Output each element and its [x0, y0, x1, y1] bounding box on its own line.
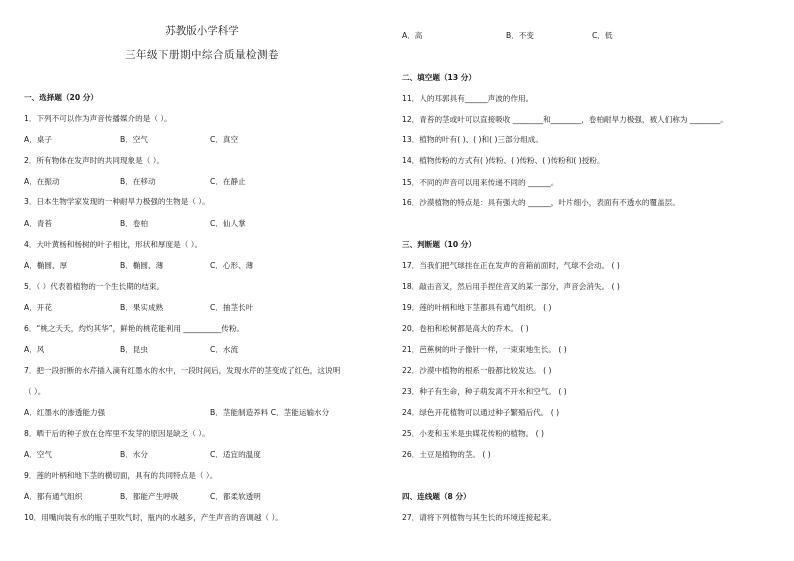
question-1: 1．下列不可以作为声音传播媒介的是（ ）。: [24, 114, 172, 123]
section-2-heading: 二、填空题（13 分）: [402, 73, 476, 82]
fill-item-13: 13．植物的叶有( )、( )和( )三部分组成。: [402, 135, 543, 144]
exam-title: 苏教版小学科学: [165, 25, 239, 37]
question-3: 3．日本生物学家发现的一种耐旱力极强的生物是（ ）。: [24, 197, 210, 206]
option-a: A．开花: [24, 303, 52, 312]
question-5: 5．（ ）代表着植物的一个生长期的结束。: [24, 282, 165, 291]
option-a: A．都有通气组织: [24, 492, 83, 501]
judge-item-19: 19．莲的叶柄和地下茎都具有通气组织。 ( ): [402, 303, 552, 312]
option-b: B．昆虫: [120, 345, 148, 354]
question-4: 4．大叶黄杨和杨树的叶子相比，形状和厚度是（ ）。: [24, 240, 203, 249]
option-b: B．水分: [120, 450, 148, 459]
question-6: 6．“桃之夭夭，灼灼其华”，鲜艳的桃花能利用 __________传粉。: [24, 324, 245, 333]
judge-item-26: 26．土豆是植物的茎。 ( ): [402, 450, 491, 459]
option-a: A．高: [402, 31, 423, 40]
option-c: C．真空: [210, 135, 239, 144]
option-c: C．低: [592, 31, 613, 40]
option-b: B．空气: [120, 135, 148, 144]
judge-item-20: 20．卷柏和松树都是高大的乔木。 ( ): [402, 324, 529, 333]
option-a: A．桌子: [24, 135, 52, 144]
section-3-heading: 三、判断题（10 分）: [402, 240, 476, 249]
option-c: C．在静止: [210, 177, 246, 186]
option-b-c: B．茎能制造养料 C．茎能运输水分: [210, 408, 330, 417]
option-b: B．卷柏: [120, 219, 148, 228]
fill-item-15: 15．不同的声音可以用来传递不同的 ______。: [402, 178, 559, 187]
option-c: C．都柔软透明: [210, 492, 261, 501]
option-b: B．在移动: [120, 177, 156, 186]
option-c: C．水流: [210, 345, 239, 354]
fill-item-11: 11．人的耳郭具有______声波的作用。: [402, 94, 534, 103]
judge-item-21: 21．芭蕉树的叶子像针一样，一束束地生长。 ( ): [402, 345, 567, 354]
option-a: A．在振动: [24, 177, 60, 186]
match-item-27: 27．请将下列植物与其生长的环境连接起来。: [402, 513, 556, 522]
section-4-heading: 四、连线题（8 分）: [402, 492, 471, 501]
option-a: A．青苔: [24, 219, 52, 228]
question-8: 8．晒干后的种子放在仓库里不发芽的原因是缺乏（ ）。: [24, 429, 210, 438]
option-a: A．红墨水的渗透能力强: [24, 408, 106, 417]
question-2: 2．所有物体在发声时的共同现象是（ ）。: [24, 156, 165, 165]
option-b: B．不变: [506, 31, 534, 40]
question-9: 9．莲的叶柄和地下茎的横切面，具有的共同特点是（ ）。: [24, 471, 218, 480]
question-10: 10．用嘴向装有水的瓶子里吹气时，瓶内的水越多，产生声音的音调越（ ）。: [24, 513, 283, 522]
option-c: C．心形、薄: [210, 261, 254, 270]
exam-subtitle: 三年级下册期中综合质量检测卷: [125, 49, 279, 61]
option-c: C．抽茎长叶: [210, 303, 254, 312]
option-c: C．仙人掌: [210, 219, 246, 228]
option-a: A．空气: [24, 450, 52, 459]
fill-item-14: 14．植物传粉的方式有( )传粉、( )传粉、( )传粉和( )授粉。: [402, 156, 605, 165]
option-c: C．适宜的温度: [210, 450, 261, 459]
section-1-heading: 一、选择题（20 分）: [24, 93, 98, 102]
option-a: A．椭圆、厚: [24, 261, 68, 270]
judge-item-24: 24．绿色开花植物可以通过种子繁殖后代。 ( ): [402, 408, 560, 417]
option-b: B．都能产生呼吸: [120, 492, 179, 501]
option-a: A．风: [24, 345, 45, 354]
option-b: B．椭圆、薄: [120, 261, 164, 270]
judge-item-23: 23．种子有生命，种子萌发离不开水和空气。 ( ): [402, 387, 567, 396]
option-b: B．果实成熟: [120, 303, 164, 312]
fill-item-16: 16．沙漠植物的特点是：具有强大的 ______，叶片细小，表面有不透水的覆盖层。: [402, 198, 680, 207]
judge-item-25: 25．小麦和玉米是虫媒花传粉的植物。 ( ): [402, 429, 544, 438]
question-7-continuation: （ ）。: [24, 387, 46, 396]
fill-item-12: 12．青苔的茎或叶可以直接吸收 ________和________，卷柏耐旱力极强，被人们称为 ________。: [402, 115, 728, 124]
judge-item-17: 17．当我们把气球挂在正在发声的音箱前面时，气球不会动。 ( ): [402, 261, 620, 270]
judge-item-18: 18．敲击音叉，然后用手捏住音叉的某一部分，声音会消失。 ( ): [402, 282, 620, 291]
judge-item-22: 22．沙漠中植物的根系一般都比较发达。 ( ): [402, 366, 552, 375]
question-7: 7．把一段折断的水芹插入滴有红墨水的水中，一段时间后，发现水芹的茎变成了红色，这说明: [24, 366, 341, 375]
